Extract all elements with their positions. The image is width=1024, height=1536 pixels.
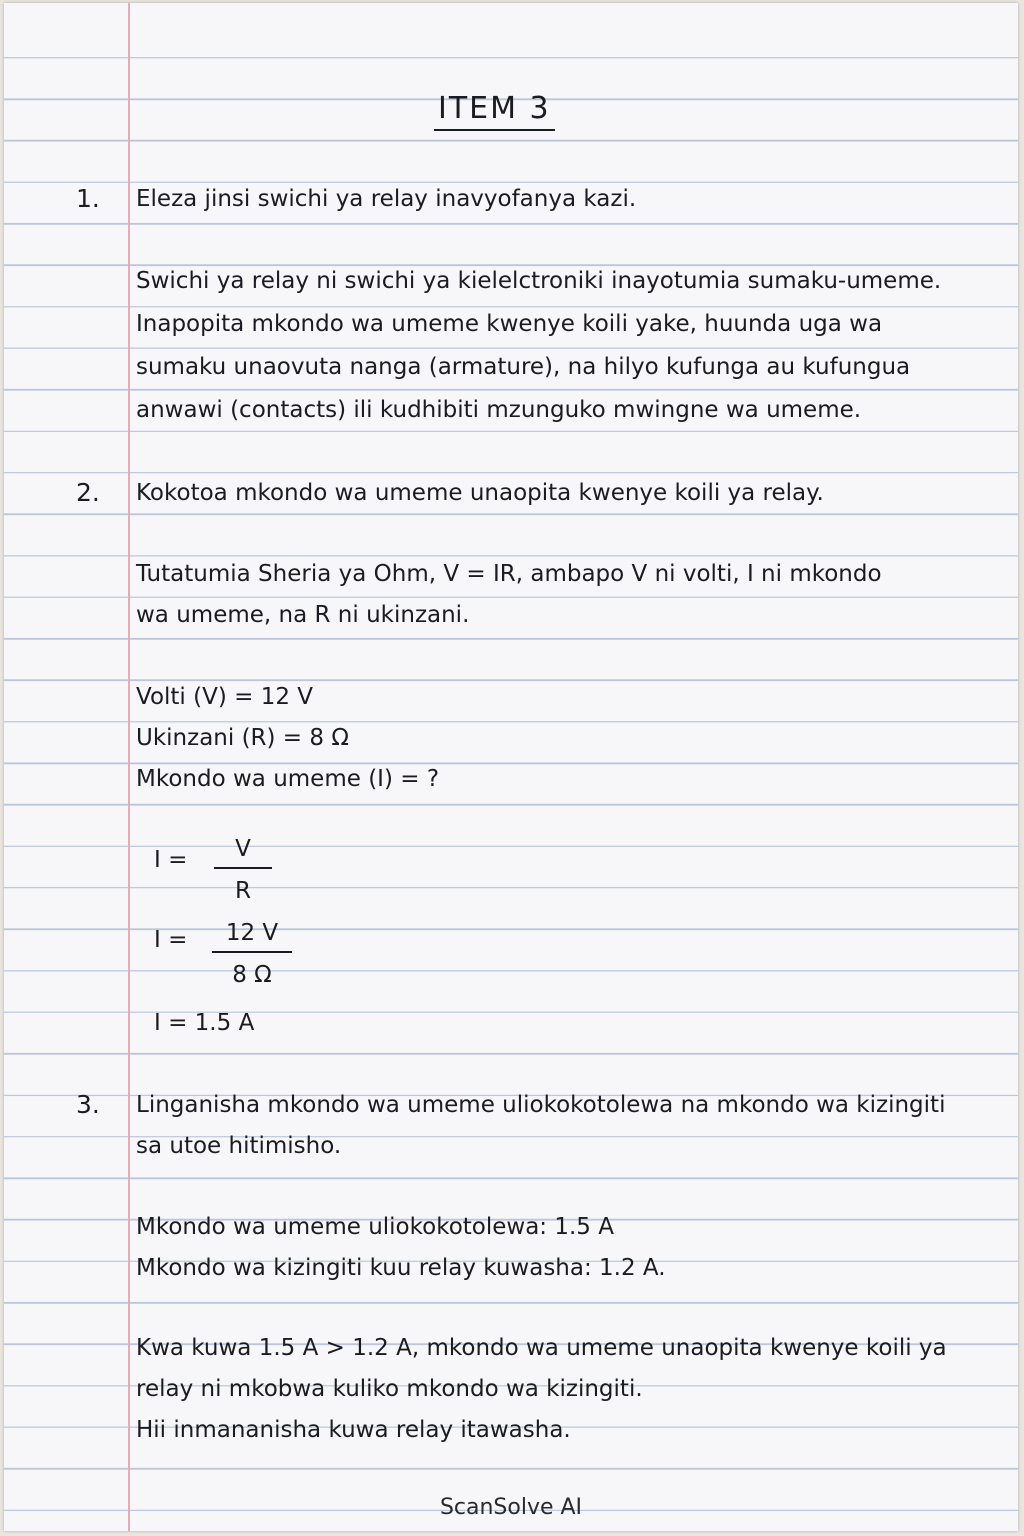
question-1-text: Eleza jinsi swichi ya relay inavyofanya kazi. bbox=[136, 186, 637, 212]
question-2-number: 2. bbox=[76, 478, 100, 507]
value-calculated-current: Mkondo wa umeme uliokokotolewa: 1.5 A bbox=[136, 1214, 614, 1240]
equation-1-denominator: R bbox=[235, 878, 251, 904]
equation-1-lhs: I = bbox=[154, 847, 188, 873]
conclusion-line-1: Kwa kuwa 1.5 A > 1.2 A, mkondo wa umeme unaopita kwenye koili ya bbox=[136, 1335, 947, 1361]
given-voltage: Volti (V) = 12 V bbox=[136, 684, 314, 710]
value-threshold-current: Mkondo wa kizingiti kuu relay kuwasha: 1.2 A. bbox=[136, 1255, 666, 1281]
given-resistance: Ukinzani (R) = 8 Ω bbox=[136, 725, 349, 751]
equation-2-denominator: 8 Ω bbox=[232, 962, 272, 988]
given-current-unknown: Mkondo wa umeme (I) = ? bbox=[136, 766, 440, 792]
conclusion-line-3: Hii inmananisha kuwa relay itawasha. bbox=[136, 1417, 571, 1443]
notebook-page bbox=[4, 3, 1018, 1531]
conclusion-line-2: relay ni mkobwa kuliko mkondo wa kizingiti. bbox=[136, 1376, 643, 1402]
equation-2-numerator: 12 V bbox=[212, 919, 292, 953]
answer-2-intro-line-1: Tutatumia Sheria ya Ohm, V = IR, ambapo V ni volti, I ni mkondo bbox=[136, 561, 882, 587]
question-1-number: 1. bbox=[76, 184, 100, 213]
answer-1-line-1: Swichi ya relay ni swichi ya kielelctroniki inayotumia sumaku-umeme. bbox=[136, 268, 942, 294]
equation-1-fraction bbox=[214, 835, 272, 905]
answer-1-line-2: Inapopita mkondo wa umeme kwenye koili yake, huunda uga wa bbox=[136, 311, 883, 337]
answer-1-line-4: anwawi (contacts) ili kudhibiti mzunguko mwingne wa umeme. bbox=[136, 397, 862, 423]
margin-line bbox=[128, 3, 130, 1531]
footer-watermark: ScanSolve AI bbox=[439, 1495, 583, 1520]
result-current: I = 1.5 A bbox=[154, 1010, 255, 1036]
page-title: ITEM 3 bbox=[434, 91, 555, 131]
answer-1-line-3: sumaku unaovuta nanga (armature), na hilyo kufunga au kufungua bbox=[136, 354, 911, 380]
equation-2-fraction bbox=[212, 919, 292, 989]
question-3-number: 3. bbox=[76, 1090, 100, 1119]
question-3-line-1: Linganisha mkondo wa umeme uliokokotolewa na mkondo wa kizingiti bbox=[136, 1092, 946, 1118]
equation-1-numerator: V bbox=[214, 835, 272, 869]
question-2-text: Kokotoa mkondo wa umeme unaopita kwenye koili ya relay. bbox=[136, 480, 824, 506]
equation-2-lhs: I = bbox=[154, 927, 188, 953]
question-3-line-2: sa utoe hitimisho. bbox=[136, 1133, 342, 1159]
answer-2-intro-line-2: wa umeme, na R ni ukinzani. bbox=[136, 602, 470, 628]
